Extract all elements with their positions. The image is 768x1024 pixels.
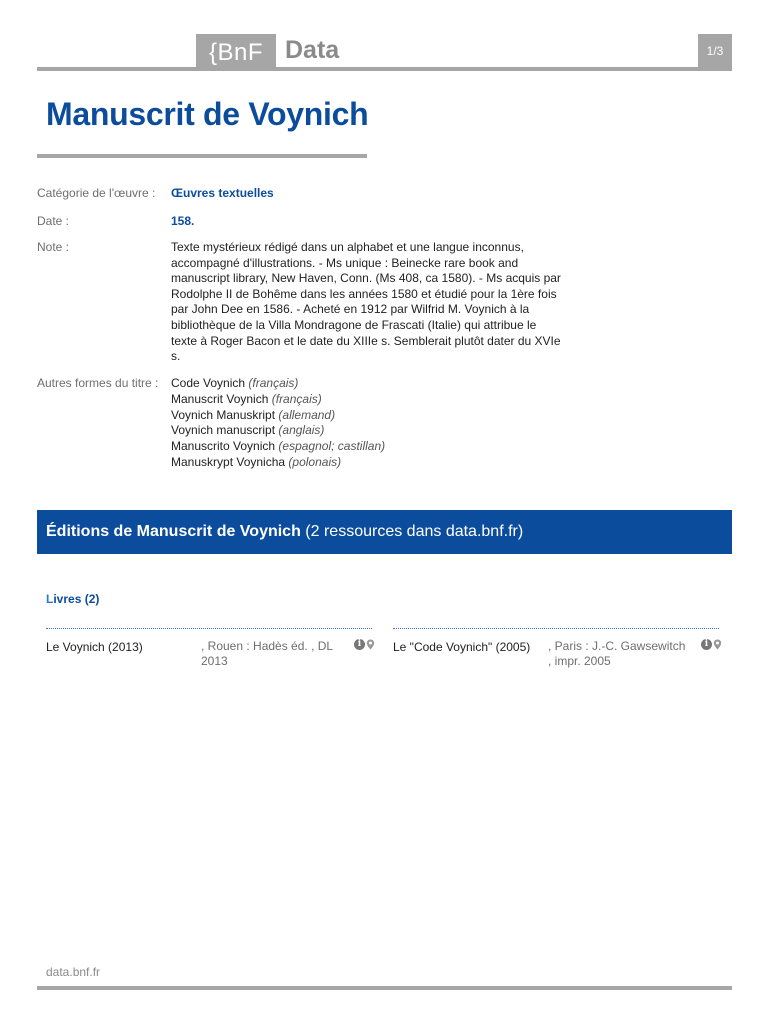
date-label: Date : <box>37 214 70 228</box>
category-link[interactable]: Œuvres textuelles <box>171 186 274 200</box>
info-icon[interactable]: i <box>354 639 365 650</box>
editions-count: (2 ressources dans data.bnf.fr) <box>300 523 524 540</box>
alt-title-item: Voynich manuscript (anglais) <box>171 423 325 438</box>
note-text: Texte mystérieux rédigé dans un alphabet et une langue inconnus, accompagné d'illustrations. - Ms unique : Beinecke rare book and manuscript library, New Haven, Conn. (Ms 408, ca 1580). - Ms acquis par Rodolphe II de Bohême dans les années 1580 et étudié pour la 1ère fois par John Dee en 1586. - Acheté en 1912 par Wilfrid M. Voynich à la bibliothèque de la Villa Mondragone de Frascati (Italie) qui attribue le texte à Roger Bacon et le date du XIIIe s. Semblerait plutôt dater du XVIe s. <box>171 240 561 364</box>
alt-titles-label: Autres formes du titre : <box>37 376 159 390</box>
footer-link[interactable]: data.bnf.fr <box>46 965 101 979</box>
header-rule <box>37 67 732 71</box>
alt-title-item: Manuskrypt Voynicha (polonais) <box>171 454 342 469</box>
page-title: Manuscrit de Voynich <box>46 96 369 132</box>
book-icons <box>701 639 722 650</box>
alt-title-item: Voynich Manuskript (allemand) <box>171 407 336 422</box>
book-card <box>46 628 372 668</box>
editions-banner <box>37 510 732 554</box>
map-pin-icon[interactable] <box>713 639 722 650</box>
alt-title-item: Code Voynich (français) <box>171 376 299 390</box>
book-card <box>393 628 719 668</box>
book-title-link[interactable]: Le "Code Voynich" (2005) <box>393 640 531 654</box>
books-heading[interactable]: Livres (2) <box>46 592 100 606</box>
page-indicator: 1/3 <box>698 34 732 71</box>
logo-data-text: Data <box>285 36 340 64</box>
book-publisher: , Paris : J.-C. Gawsewitch , impr. 2005 <box>548 639 686 668</box>
title-rule <box>37 154 367 158</box>
footer-rule <box>37 986 732 990</box>
alt-title-item: Manuscrito Voynich (espagnol; castillan) <box>171 439 386 454</box>
note-label: Note : <box>37 240 70 254</box>
editions-heading: Éditions de Manuscrit de Voynich <box>46 523 301 540</box>
book-icons <box>354 639 375 650</box>
alt-title-item: Manuscrit Voynich (français) <box>171 391 322 406</box>
alt-titles-list <box>171 376 385 471</box>
bnf-logo[interactable]: {BnF <box>196 34 276 71</box>
map-pin-icon[interactable] <box>366 639 375 650</box>
category-label: Catégorie de l'œuvre : <box>37 186 156 200</box>
book-title-link[interactable]: Le Voynich (2013) <box>46 640 143 654</box>
date-value[interactable]: 158. <box>171 214 195 228</box>
book-publisher: , Rouen : Hadès éd. , DL 2013 <box>201 639 333 668</box>
info-icon[interactable]: i <box>701 639 712 650</box>
